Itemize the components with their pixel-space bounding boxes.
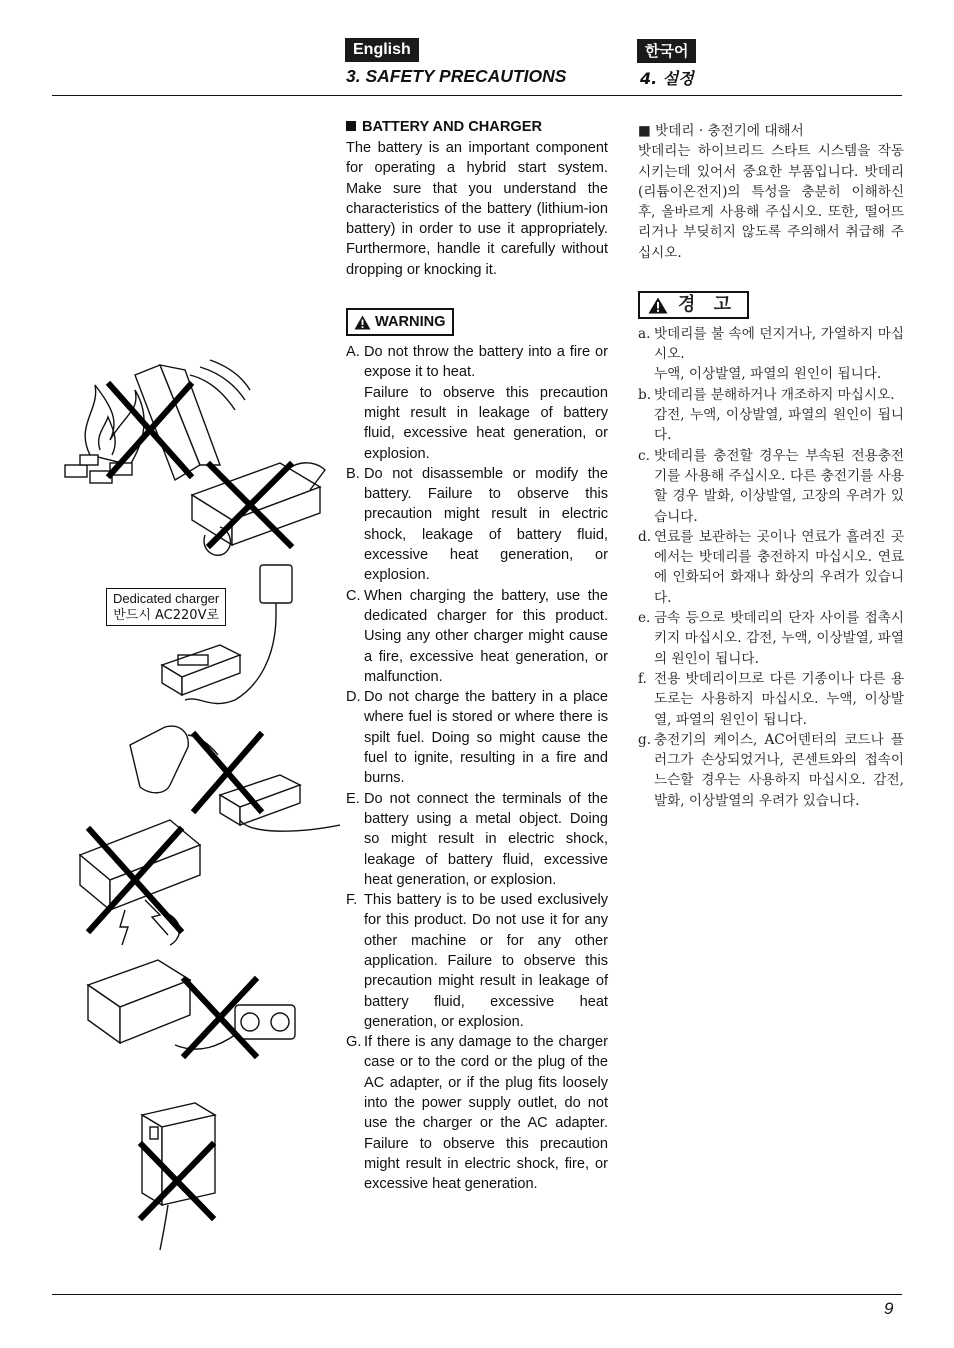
- list-item: c. 밧데리를 충전할 경우는 부속된 전용충전기를 사용해 주십시오. 다른 충전기를 사용할 경우 발화, 이상발열, 고장의 우려가 있습니다.: [638, 447, 904, 525]
- list-item: f. 전용 밧데리이므로 다른 기종이나 다른 용도로는 사용하지 마십시오. 누액, 이상발열, 파열의 원인이 됩니다.: [638, 670, 904, 728]
- metal-terminal-illustration: [80, 820, 200, 945]
- list-item: G. If there is any damage to the charger case or to the cord or the plug of the AC adapter, or if the plug fits loosely into the power supply outlet, do not use the charger or the AC adapter. Failure to observe this precaution might result in electric shock, fire, or excessive heat generation.: [346, 1034, 608, 1193]
- disassemble-battery-illustration: [192, 463, 325, 555]
- fire-battery-illustration: [65, 360, 250, 483]
- safety-illustrations: [50, 355, 340, 1255]
- header-rule: [52, 95, 902, 96]
- list-item: D. Do not charge the battery in a place where fuel is stored or where there is spilt fuel. Doing so might cause the fuel to ignite, resulting in a fire and burns.: [346, 689, 608, 787]
- list-item: E. Do not connect the terminals of the battery using a metal object. Doing so might result in electric shock, leakage of battery fluid, excessive heat generation, or explosion.: [346, 790, 608, 888]
- english-column: [346, 118, 608, 1195]
- korean-intro-paragraph: 밧데리는 하이브리드 스타트 시스템을 작동시키는데 있어서 중요한 부품입니다. 밧데리(리튬이온전지)의 특성을 충분히 이해하신 후, 올바르게 사용해 주십시오. 또한, 떨어뜨리거나 부딪히지 않도록 주의해서 취급해 주십시오.: [638, 143, 904, 261]
- section-title-korean: 4. 설정: [640, 69, 694, 88]
- dedicated-charger-illustration: [162, 565, 292, 704]
- language-badge-english: English: [345, 38, 419, 62]
- warning-triangle-icon: [354, 315, 371, 330]
- other-device-illustration: [88, 960, 295, 1055]
- list-item: g. 충전기의 케이스, AC어덴터의 코드나 플러그가 손상되었거나, 콘센트와의 접속이 느슨할 경우는 사용하지 마십시오. 감전, 발화, 이상발열의 우려가 있습니다.: [638, 731, 904, 809]
- list-item: C. When charging the battery, use the dedicated charger for this product. Using any other charger might cause a fire, excessive heat generation, or malfunction.: [346, 587, 608, 685]
- intro-paragraph: The battery is an important component for operating a hybrid start system. Make sure that you understand the characteristics of the battery (lithium-ion battery) in order to use it appropriately. Furthermore, handle it carefully without dropping or knocking it.: [346, 140, 608, 278]
- footer-rule: [52, 1294, 902, 1295]
- list-item: a. 밧데리를 불 속에 던지거나, 가열하지 마십시오. 누액, 이상발열, 파열의 원인이 됩니다.: [638, 325, 904, 383]
- list-item: B. Do not disassemble or modify the battery. Failure to observe this precaution might result in electric shock, leakage of battery fluid, excessive heat generation, or explosion.: [346, 465, 608, 584]
- warning-list: [346, 342, 608, 1194]
- damaged-adapter-illustration: [142, 1103, 215, 1250]
- list-item: e. 금속 등으로 밧데리의 단자 사이를 접촉시키지 마십시오. 감전, 누액, 이상발열, 파열의 원인이 됩니다.: [638, 610, 904, 667]
- warning-triangle-icon: [648, 297, 668, 314]
- korean-warning-label: 경 고: [638, 291, 749, 319]
- page-number: 9: [884, 1299, 894, 1318]
- dedicated-charger-label: Dedicated charger 반드시 AC220V로: [106, 588, 226, 626]
- korean-column: [638, 121, 904, 811]
- list-item: F. This battery is to be used exclusively for this product. Do not use it for any other machine or for any other application. Failure to observe this precaution might result in leakage of battery fluid, excessive heat generation, or explosion.: [346, 892, 608, 1030]
- korean-warning-list: [638, 324, 904, 811]
- list-item: b. 밧데리를 분해하거나 개조하지 마십시오. 감전, 누액, 이상발열, 파열의 원인이 됩니다.: [638, 386, 904, 444]
- list-item: A. Do not throw the battery into a fire or expose it to heat. Failure to observe this precaution might result in leakage of battery fluid, excessive heat generation, or explosion.: [346, 344, 608, 462]
- korean-heading: ■ 밧데리 · 충전기에 대해서: [638, 123, 804, 139]
- fuel-charger-illustration: [130, 726, 340, 831]
- square-bullet-icon: [346, 121, 356, 131]
- language-badge-korean: 한국어: [637, 39, 696, 63]
- warning-label: WARNING: [346, 308, 454, 336]
- battery-charger-heading: BATTERY AND CHARGER: [346, 118, 608, 136]
- list-item: d. 연료를 보관하는 곳이나 연료가 흘려진 곳에서는 밧데리를 충전하지 마십시오. 연료에 인화되어 화재나 화상의 우려가 있습니다.: [638, 528, 904, 606]
- section-title-english: 3. SAFETY PRECAUTIONS: [346, 66, 567, 86]
